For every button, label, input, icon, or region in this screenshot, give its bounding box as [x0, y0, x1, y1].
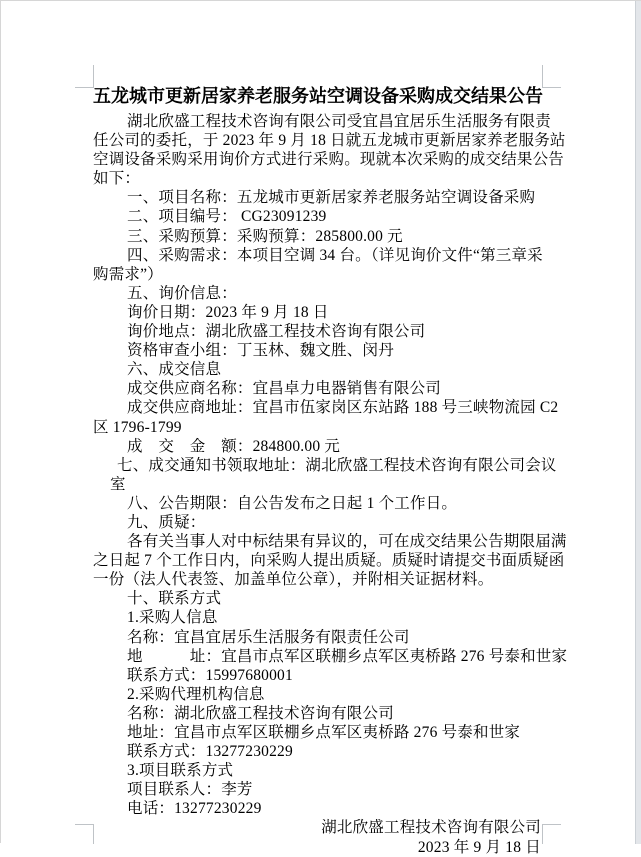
- doc-line: 如下：: [93, 170, 141, 188]
- doc-line: 项目联系人：李芳: [127, 781, 253, 799]
- doc-line: 十、联系方式: [127, 590, 222, 608]
- doc-line: 名称：湖北欣盛工程技术咨询有限公司: [127, 704, 394, 722]
- doc-line: 1.采购人信息: [127, 609, 218, 627]
- doc-line: 询价地点：湖北欣盛工程技术咨询有限公司: [127, 323, 426, 341]
- doc-line: 二、项目编号： CG23091239: [127, 208, 327, 226]
- crop-mark-bottom-right-icon: [542, 824, 561, 844]
- doc-line: 电话：13277230229: [127, 800, 262, 818]
- doc-line: 资格审查小组：丁玉林、魏文胜、闵丹: [127, 342, 394, 360]
- doc-line: 五、询价信息：: [127, 284, 237, 302]
- doc-line: 八、公告期限：自公告发布之日起 1 个工作日。: [127, 494, 458, 512]
- crop-mark-top-left-icon: [75, 65, 94, 88]
- crop-mark-bottom-left-icon: [75, 824, 94, 844]
- doc-line: 2.采购代理机构信息: [127, 685, 265, 703]
- doc-line: 成 交 金 额：284800.00 元: [127, 437, 341, 455]
- doc-line: 成交供应商名称：宜昌卓力电器销售有限公司: [127, 380, 442, 398]
- doc-line: 任公司的委托，于 2023 年 9 月 18 日就五龙城市更新居家养老服务站: [93, 132, 566, 150]
- doc-line: 湖北欣盛工程技术咨询有限公司: [321, 819, 541, 837]
- doc-line: 三、采购预算：采购预算：285800.00 元: [127, 227, 403, 245]
- doc-line: 一份（法人代表签、加盖单位公章），并附相关证据材料。: [93, 571, 494, 589]
- doc-line: 空调设备采购采用询价方式进行采购。现就本次采购的成交结果公告: [93, 151, 565, 169]
- doc-line: 七、成交通知书领取地址：湖北欣盛工程技术咨询有限公司会议: [117, 456, 557, 474]
- document-title: 五龙城市更新居家养老服务站空调设备采购成交结果公告: [93, 86, 543, 106]
- crop-mark-top-right-icon: [542, 65, 561, 88]
- doc-line: 成交供应商地址：宜昌市伍家岗区东站路 188 号三峡物流园 C2: [127, 399, 559, 417]
- doc-line: 3.项目联系方式: [127, 762, 234, 780]
- doc-line: 联系方式：15997680001: [127, 666, 293, 684]
- doc-line: 名称：宜昌宜居乐生活服务有限责任公司: [127, 628, 410, 646]
- doc-line: 湖北欣盛工程技术咨询有限公司受宜昌宜居乐生活服务有限责: [127, 113, 551, 130]
- doc-line: 联系方式：13277230229: [127, 743, 293, 761]
- doc-line: 四、采购需求：本项目空调 34 台。（详见询价文件“第三章采: [127, 246, 543, 264]
- document-body: [93, 112, 568, 857]
- doc-line: 地 址：宜昌市点军区联棚乡点军区夷桥路 276 号泰和世家: [127, 647, 568, 665]
- doc-line: 地址：宜昌市点军区联棚乡点军区夷桥路 276 号泰和世家: [127, 724, 521, 741]
- document-content: [93, 85, 568, 857]
- page-edge-strip: [635, 1, 641, 844]
- doc-line: 购需求”）: [93, 265, 163, 283]
- doc-line: 六、成交信息: [127, 361, 222, 379]
- doc-line: 之日起 7 个工作日内，向采购人提出质疑。质疑时请提交书面质疑函: [93, 552, 565, 570]
- doc-line: 一、项目名称：五龙城市更新居家养老服务站空调设备采购: [127, 189, 536, 207]
- doc-line: 区 1796-1799: [93, 418, 182, 436]
- doc-line: 室: [110, 475, 126, 493]
- doc-line: 各有关当事人对中标结果有异议的，可在成交结果公告期限届满: [127, 533, 567, 551]
- doc-line: 2023 年 9 月 18 日: [417, 838, 541, 856]
- doc-line: 九、质疑：: [127, 513, 206, 531]
- doc-line: 询价日期：2023 年 9 月 18 日: [127, 303, 329, 321]
